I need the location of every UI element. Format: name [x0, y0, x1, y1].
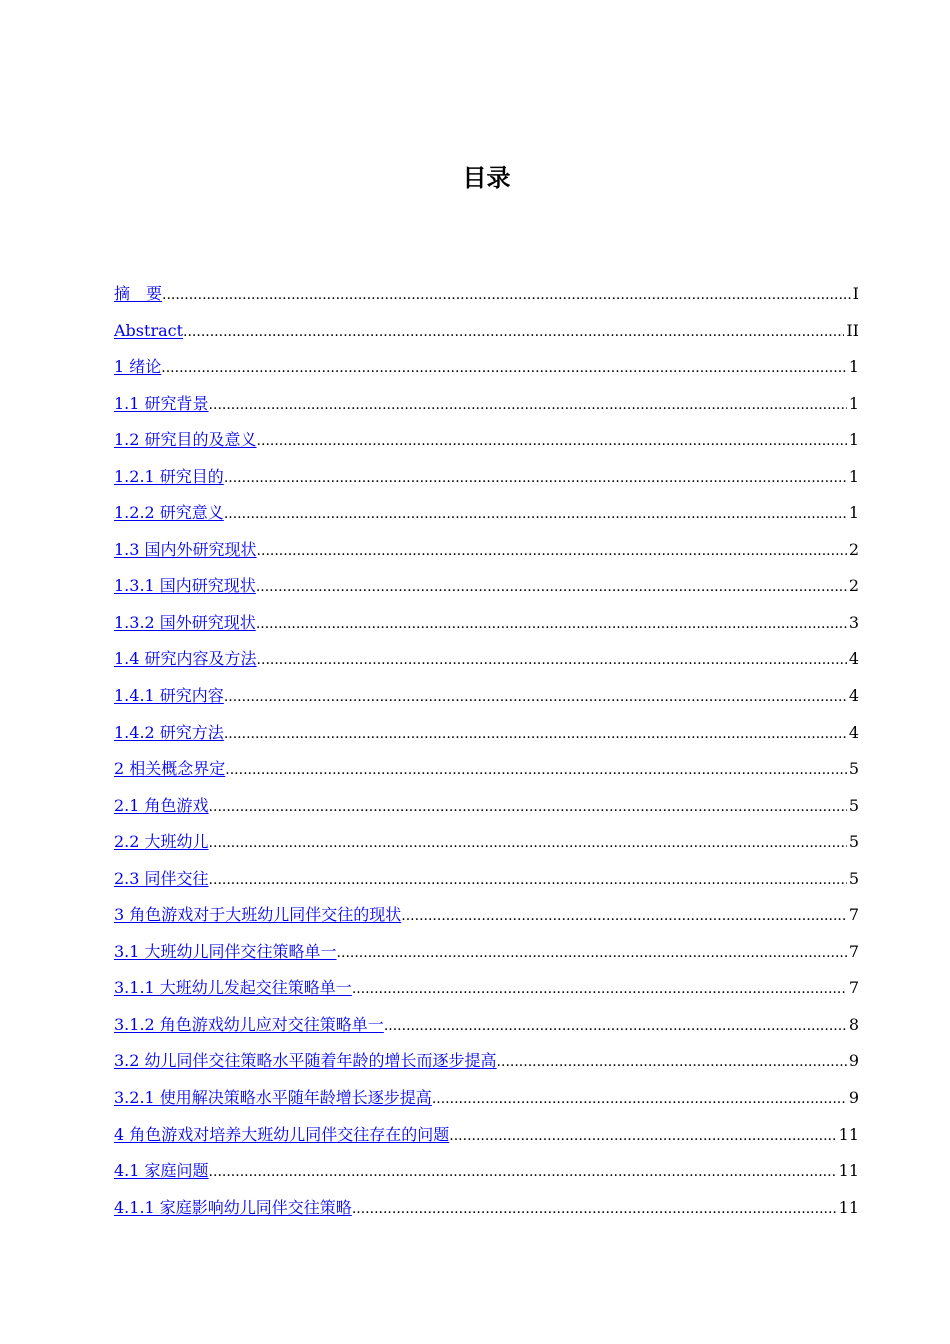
toc-entry	[114, 422, 859, 459]
toc-dot-leader	[224, 460, 847, 497]
toc-entry	[114, 1043, 859, 1080]
toc-entry	[114, 1080, 859, 1117]
toc-entry	[114, 1007, 859, 1044]
toc-entry-link[interactable]: 1.3 国内外研究现状	[114, 539, 257, 559]
toc-page-number: 2	[848, 539, 859, 559]
toc-page-number: II	[846, 320, 859, 340]
toc-page-number: 1	[848, 393, 859, 413]
toc-entry	[114, 715, 859, 752]
toc-dot-leader	[449, 1118, 836, 1155]
toc-entry	[114, 276, 859, 313]
toc-entry-link[interactable]: 2 相关概念界定	[114, 759, 226, 779]
toc-entry	[114, 459, 859, 496]
toc-entry-link[interactable]: 2.3 同伴交往	[114, 868, 209, 888]
toc-page-number: 11	[838, 1161, 859, 1181]
toc-entry-link[interactable]: 1.4.2 研究方法	[114, 722, 224, 742]
toc-entry	[114, 313, 859, 350]
toc-page-number: 5	[848, 868, 859, 888]
toc-page-number: 1	[848, 430, 859, 450]
toc-entry-link[interactable]: 3.2.1 使用解决策略水平随年龄增长逐步提高	[114, 1088, 432, 1108]
toc-dot-leader	[256, 569, 847, 606]
toc-page-number: 4	[848, 686, 859, 706]
toc-dot-leader	[401, 898, 847, 935]
toc-entry-link[interactable]: 1.2.1 研究目的	[114, 466, 224, 486]
toc-entry	[114, 1153, 859, 1190]
toc-entry-link[interactable]: 3 角色游戏对于大班幼儿同伴交往的现状	[114, 905, 402, 925]
toc-entry-link[interactable]: 4.1 家庭问题	[114, 1161, 209, 1181]
toc-dot-leader	[209, 789, 847, 826]
toc-page-number: 11	[838, 1124, 859, 1144]
toc-dot-leader	[224, 496, 847, 533]
toc-entry	[114, 605, 859, 642]
toc-dot-leader	[209, 387, 847, 424]
toc-dot-leader	[224, 679, 847, 716]
toc-entry-link[interactable]: 4 角色游戏对培养大班幼儿同伴交往存在的问题	[114, 1124, 450, 1144]
toc-page-number: 1	[848, 466, 859, 486]
toc-entry	[114, 751, 859, 788]
toc-dot-leader	[162, 277, 851, 314]
toc-entry-link[interactable]: 2.2 大班幼儿	[114, 832, 209, 852]
toc-entry	[114, 824, 859, 861]
toc-entry	[114, 678, 859, 715]
toc-entry	[114, 386, 859, 423]
toc-page-number: 11	[838, 1197, 859, 1217]
toc-entry	[114, 970, 859, 1007]
toc-page-number: 7	[848, 941, 859, 961]
toc-dot-leader	[352, 1191, 837, 1228]
toc-page-number: 4	[848, 722, 859, 742]
toc-page-number: 2	[848, 576, 859, 596]
toc-page-number: 9	[848, 1051, 859, 1071]
toc-dot-leader	[256, 606, 847, 643]
toc-dot-leader	[209, 1154, 837, 1191]
toc-page-number: I	[852, 284, 859, 303]
toc-entry	[114, 532, 859, 569]
toc-page-number: 5	[848, 795, 859, 815]
toc-entry-link[interactable]: 3.2 幼儿同伴交往策略水平随着年龄的增长而逐步提高	[114, 1051, 497, 1071]
toc-dot-leader	[161, 350, 847, 387]
toc-dot-leader	[225, 752, 847, 789]
toc-entry-link[interactable]: 1.4.1 研究内容	[114, 686, 224, 706]
toc-page-number: 7	[848, 905, 859, 925]
toc-entry-link[interactable]: 摘 要	[114, 284, 163, 303]
toc-page-number: 3	[848, 612, 859, 632]
toc-page-number: 9	[848, 1088, 859, 1108]
toc-entry	[114, 788, 859, 825]
toc-page-number: 4	[848, 649, 859, 669]
toc-entry-link[interactable]: 1.4 研究内容及方法	[114, 649, 257, 669]
page-title: 目录	[462, 164, 511, 192]
toc-entry	[114, 897, 859, 934]
toc-dot-leader	[497, 1044, 847, 1081]
toc-dot-leader	[224, 716, 847, 753]
table-of-contents	[114, 276, 859, 1226]
toc-page-number: 5	[848, 832, 859, 852]
toc-dot-leader	[384, 1008, 847, 1045]
toc-entry-link[interactable]: 1.2 研究目的及意义	[114, 430, 257, 450]
toc-dot-leader	[432, 1081, 847, 1118]
toc-entry-link[interactable]: 3.1 大班幼儿同伴交往策略单一	[114, 941, 337, 961]
toc-page-number: 7	[848, 978, 859, 998]
toc-entry	[114, 934, 859, 971]
toc-dot-leader	[209, 862, 847, 899]
toc-entry	[114, 568, 859, 605]
toc-entry	[114, 349, 859, 386]
toc-entry-link[interactable]: 4.1.1 家庭影响幼儿同伴交往策略	[114, 1197, 352, 1217]
toc-entry-link[interactable]: 3.1.1 大班幼儿发起交往策略单一	[114, 978, 352, 998]
toc-entry-link[interactable]: 2.1 角色游戏	[114, 795, 209, 815]
toc-entry	[114, 1117, 859, 1154]
toc-dot-leader	[257, 533, 847, 570]
toc-page-number: 1	[848, 503, 859, 523]
toc-page-number: 8	[848, 1014, 859, 1034]
toc-entry-link[interactable]: 1 绪论	[114, 357, 162, 377]
toc-page-number: 5	[848, 759, 859, 779]
toc-entry-link[interactable]: Abstract	[114, 320, 184, 340]
toc-entry	[114, 1190, 859, 1227]
toc-entry	[114, 861, 859, 898]
toc-page-number: 1	[848, 357, 859, 377]
toc-entry-link[interactable]: 1.1 研究背景	[114, 393, 209, 413]
toc-entry-link[interactable]: 1.3.1 国内研究现状	[114, 576, 256, 596]
toc-dot-leader	[352, 971, 847, 1008]
toc-entry-link[interactable]: 1.3.2 国外研究现状	[114, 612, 256, 632]
toc-dot-leader	[257, 642, 847, 679]
toc-dot-leader	[183, 314, 844, 351]
toc-dot-leader	[337, 935, 847, 972]
toc-entry	[114, 641, 859, 678]
toc-entry-link[interactable]: 1.2.2 研究意义	[114, 503, 224, 523]
toc-entry	[114, 495, 859, 532]
toc-entry-link[interactable]: 3.1.2 角色游戏幼儿应对交往策略单一	[114, 1014, 384, 1034]
toc-dot-leader	[257, 423, 847, 460]
toc-dot-leader	[209, 825, 847, 862]
